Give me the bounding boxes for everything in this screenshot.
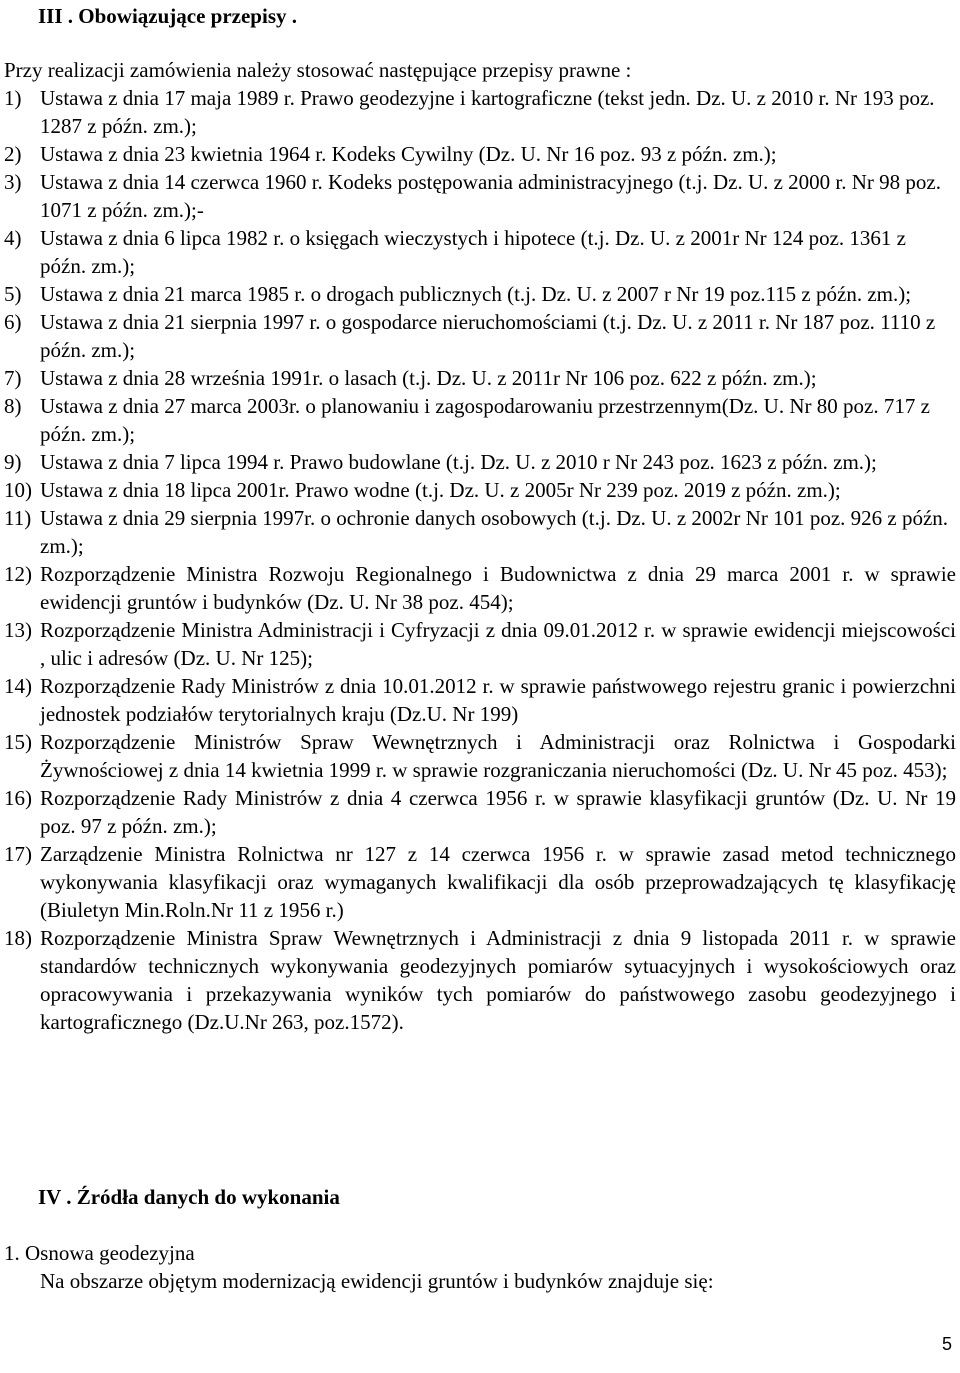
list-item: [4, 168, 956, 224]
item-number: 17): [4, 842, 32, 866]
item-number: 6): [4, 310, 22, 334]
list-item: [4, 924, 956, 1036]
item-number: 2): [4, 142, 22, 166]
list-item: [4, 308, 956, 364]
item-number: 13): [4, 618, 32, 642]
item-number: 7): [4, 366, 22, 390]
item-number: 9): [4, 450, 22, 474]
item-text: Ustawa z dnia 18 lipca 2001r. Prawo wodne (t.j. Dz. U. z 2005r Nr 239 poz. 2019 z późn. zm.);: [40, 478, 841, 502]
subsection-text: Na obszarze objętym modernizacją ewidencji gruntów i budynków znajduje się:: [40, 1269, 714, 1293]
section-3-heading: III . Obowiązujące przepisy .: [38, 4, 297, 28]
item-number: 10): [4, 478, 32, 502]
subsection-title: 1. Osnowa geodezyjna: [4, 1241, 195, 1265]
item-number: 4): [4, 226, 22, 250]
item-text: Ustawa z dnia 14 czerwca 1960 r. Kodeks postępowania administracyjnego (t.j. Dz. U. z 2000 r. Nr 98 poz. 1071 z późn. zm.);-: [40, 170, 942, 222]
list-item: [4, 728, 956, 784]
list-item: [4, 840, 956, 924]
item-number: 3): [4, 170, 22, 194]
list-item: [4, 84, 956, 140]
list-item: [4, 364, 956, 392]
list-item: [4, 784, 956, 840]
item-text: Ustawa z dnia 7 lipca 1994 r. Prawo budowlane (t.j. Dz. U. z 2010 r Nr 243 poz. 1623 z późn. zm.);: [40, 450, 877, 474]
page-number: 5: [941, 1334, 952, 1354]
regulations-list: [4, 84, 956, 1036]
list-item: [4, 616, 956, 672]
item-number: 16): [4, 786, 32, 810]
list-item: [4, 504, 956, 560]
item-text: Ustawa z dnia 6 lipca 1982 r. o księgach wieczystych i hipotece (t.j. Dz. U. z 2001r Nr 124 poz. 1361 z późn. zm.);: [40, 226, 907, 278]
item-number: 1): [4, 86, 22, 110]
item-number: 14): [4, 674, 32, 698]
list-item: [4, 140, 956, 168]
item-text: Ustawa z dnia 21 marca 1985 r. o drogach publicznych (t.j. Dz. U. z 2007 r Nr 19 poz.115 z późn. zm.);: [40, 282, 912, 306]
list-item: [4, 448, 956, 476]
item-number: 12): [4, 562, 32, 586]
item-text: Ustawa z dnia 17 maja 1989 r. Prawo geodezyjne i kartograficzne (tekst jedn. Dz. U. z 2010 r. Nr 193 poz. 1287 z późn. zm.);: [40, 86, 935, 138]
item-text: Ustawa z dnia 23 kwietnia 1964 r. Kodeks Cywilny (Dz. U. Nr 16 poz. 93 z późn. zm.);: [40, 142, 777, 166]
item-text: Rozporządzenie Rady Ministrów z dnia 10.01.2012 r. w sprawie państwowego rejestru granic i powierzchni jednostek podziałów terytorialnych kraju (Dz.U. Nr 199): [40, 674, 956, 726]
list-item: [4, 224, 956, 280]
section-4-heading: IV . Źródła danych do wykonania: [38, 1185, 340, 1209]
item-text: Rozporządzenie Ministra Administracji i Cyfryzacji z dnia 09.01.2012 r. w sprawie ewidencji miejscowości , ulic i adresów (Dz. U. Nr 125);: [40, 618, 956, 670]
item-text: Ustawa z dnia 21 sierpnia 1997 r. o gospodarce nieruchomościami (t.j. Dz. U. z 2011 r. Nr 187 poz. 1110 z późn. zm.);: [40, 310, 936, 362]
list-item: [4, 560, 956, 616]
item-number: 11): [4, 506, 32, 530]
list-item: [4, 672, 956, 728]
item-text: Ustawa z dnia 27 marca 2003r. o planowaniu i zagospodarowaniu przestrzennym(Dz. U. Nr 80 poz. 717 z późn. zm.);: [40, 394, 930, 446]
list-item: [4, 392, 956, 448]
item-number: 15): [4, 730, 32, 754]
item-text: Ustawa z dnia 29 sierpnia 1997r. o ochronie danych osobowych (t.j. Dz. U. z 2002r Nr 101 poz. 926 z późn. zm.);: [40, 506, 949, 558]
item-text: Rozporządzenie Rady Ministrów z dnia 4 czerwca 1956 r. w sprawie klasyfikacji gruntów (Dz. U. Nr 19 poz. 97 z późn. zm.);: [40, 786, 956, 838]
item-number: 8): [4, 394, 22, 418]
section-3-intro: Przy realizacji zamówienia należy stosować następujące przepisy prawne :: [4, 58, 632, 82]
item-text: Zarządzenie Ministra Rolnictwa nr 127 z 14 czerwca 1956 r. w sprawie zasad metod technicznego wykonywania klasyfikacji oraz wymaganych kwalifikacji dla osób przeprowadzających tę klasyfikację (Biuletyn Min.Roln.Nr 11 z 1956 r.): [40, 842, 956, 922]
item-number: 5): [4, 282, 22, 306]
item-text: Rozporządzenie Ministrów Spraw Wewnętrznych i Administracji oraz Rolnictwa i Gospodarki Żywnościowej z dnia 14 kwietnia 1999 r. w sprawie rozgraniczania nieruchomości (Dz. U. Nr 45 poz. 453);: [40, 730, 956, 782]
item-number: 18): [4, 926, 32, 950]
item-text: Rozporządzenie Ministra Rozwoju Regionalnego i Budownictwa z dnia 29 marca 2001 r. w sprawie ewidencji gruntów i budynków (Dz. U. Nr 38 poz. 454);: [40, 562, 956, 614]
list-item: [4, 280, 956, 308]
item-text: Ustawa z dnia 28 września 1991r. o lasach (t.j. Dz. U. z 2011r Nr 106 poz. 622 z późn. zm.);: [40, 366, 817, 390]
item-text: Rozporządzenie Ministra Spraw Wewnętrznych i Administracji z dnia 9 listopada 2011 r. w sprawie standardów technicznych wykonywania geodezyjnych pomiarów sytuacyjnych i wysokościowych oraz opracowywania i przekazywania wyników tych pomiarów do państwowego zasobu geodezyjnego i kartograficznego (Dz.U.Nr 263, poz.1572).: [40, 926, 956, 1034]
list-item: [4, 476, 956, 504]
